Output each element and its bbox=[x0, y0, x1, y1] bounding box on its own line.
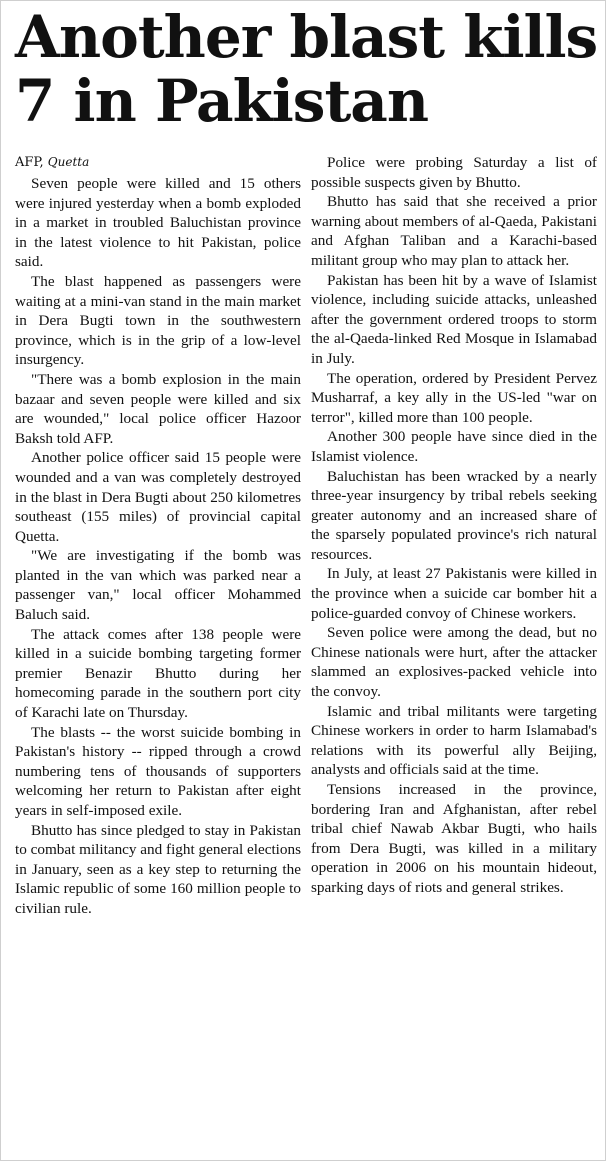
paragraph: Another 300 people have since died in the Islamist violence. bbox=[311, 428, 597, 465]
byline-dateline: Quetta bbox=[47, 155, 90, 169]
paragraph: The blast happened as passengers were waiting at a mini-van stand in the main market in Dera Bugti town in the southwestern province, which is in the grip of a low-level insurgency. bbox=[15, 272, 301, 369]
paragraph: Police were probing Saturday a list of possible suspects given by Bhutto. bbox=[311, 154, 597, 191]
headline-line-1: Another blast kills bbox=[15, 3, 598, 71]
byline-agency: AFP, bbox=[15, 155, 44, 170]
paragraph: The blasts -- the worst suicide bombing in Pakistan's history -- ripped through a crowd numbering tens of thousands of supporters welcoming her return to Pakistan after eight years in self-imposed exile. bbox=[15, 723, 301, 819]
paragraph: Bhutto has since pledged to stay in Pakistan to combat militancy and fight general elections in January, seen as a key step to returning the Islamic republic of some 160 million people to civilian rule. bbox=[15, 821, 301, 917]
paragraph: The operation, ordered by President Pervez Musharraf, a key ally in the US-led "war on terror", killed more than 100 people. bbox=[311, 369, 597, 426]
paragraph: "We are investigating if the bomb was planted in the van which was parked near a passenger van," local officer Mohammed Baluch said. bbox=[15, 547, 301, 624]
paragraph: Bhutto has said that she received a prior warning about members of al-Qaeda, Pakistani and Afghan Taliban and a Karachi-based militant group who may plan to attack her. bbox=[311, 193, 597, 269]
paragraph: In July, at least 27 Pakistanis were killed in the province when a suicide car bomber hit a police-guarded convoy of Chinese workers. bbox=[311, 565, 597, 622]
paragraph: Seven police were among the dead, but no Chinese nationals were hurt, after the attacker slammed an explosives-packed vehicle into the convoy. bbox=[311, 624, 597, 701]
headline-line-2: 7 in Pakistan bbox=[15, 67, 428, 135]
article-column-right bbox=[311, 153, 597, 898]
paragraph: Pakistan has been hit by a wave of Islamist violence, including suicide attacks, unleashed after the government ordered troops to storm the al-Qaeda-linked Red Mosque in Islamabad in July. bbox=[311, 271, 597, 367]
paragraph: The attack comes after 138 people were killed in a suicide bombing targeting former premier Benazir Bhutto during her homecoming parade in the southern port city of Karachi late on Thursday. bbox=[15, 625, 301, 722]
byline bbox=[15, 153, 301, 172]
paragraph: Tensions increased in the province, bordering Iran and Afghanistan, after rebel tribal chief Nawab Akbar Bugti, who hails from Dera Bugti, was killed in a military operation in 2006 on his mountain hideout, sparking days of riots and general strikes. bbox=[311, 781, 597, 896]
paragraph: "There was a bomb explosion in the main bazaar and seven people were killed and six are wounded," local police officer Hazoor Baksh told AFP. bbox=[15, 370, 301, 447]
paragraph: Another police officer said 15 people were wounded and a van was completely destroyed in the blast in Dera Bugti about 250 kilometres southeast (155 miles) of provincial capital Quetta. bbox=[15, 449, 301, 545]
paragraph: Islamic and tribal militants were targeting Chinese workers in order to harm Islamabad's relations with its powerful ally Beijing, analysts and officials said at the time. bbox=[311, 702, 597, 779]
headline bbox=[15, 5, 597, 133]
article-column-left bbox=[15, 153, 301, 919]
paragraph: Baluchistan has been wracked by a nearly three-year insurgency by tribal rebels seeking greater autonomy and an increased share of the sparsely populated province's rich natural resources. bbox=[311, 467, 597, 563]
paragraph: Seven people were killed and 15 others were injured yesterday when a bomb exploded in a market in troubled Baluchistan province in the latest violence to hit Pakistan, police said. bbox=[15, 175, 301, 271]
